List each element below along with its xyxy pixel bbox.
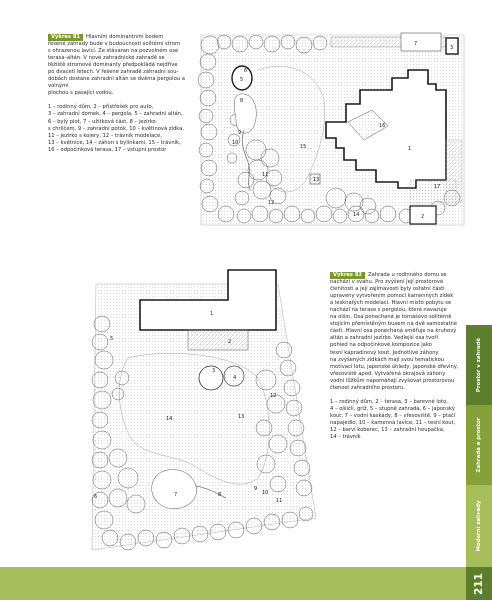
entrance-area: [410, 180, 456, 204]
paragraph-line: stojícím přemístěným buxem na dvě samostatné: [330, 321, 458, 328]
plan2-label: 6: [94, 494, 98, 500]
section-1-legend: [48, 104, 188, 153]
paragraph-line: těžiště stromové dominanty předpokládá nejdříve: [48, 62, 178, 69]
terrace: [188, 330, 248, 350]
paragraph-line: na olšin. Osa ponechaná je tomášovo solitérně: [330, 314, 452, 321]
plan2-label: 14: [166, 416, 173, 422]
plan2-label: 9: [254, 486, 258, 492]
paragraph-line: členitosti a její zajímavosti byly ostatní části: [330, 286, 445, 293]
garden-house: [401, 33, 441, 51]
figure-tag-81: Výkres 81: [48, 34, 83, 41]
plan1-label: 15: [300, 144, 307, 150]
paragraph-line: Hlavním dominantním bodem: [86, 34, 164, 40]
garden-plan-82: [88, 268, 320, 560]
plan2-label: 5: [110, 336, 114, 342]
paragraph-line: altán a zahradní jezírko. Vedlejší osa tvoří: [330, 335, 438, 342]
paragraph-line: po dvaceti letech. V řešené zahradě zahradní sou-: [48, 69, 179, 76]
plan1-label: 2: [421, 214, 425, 220]
plan1-label: 14: [353, 212, 360, 218]
paragraph-line: pohled na odpočinkové kompozice jako: [330, 342, 432, 349]
paragraph-line: plochou s pasající vodou.: [48, 90, 114, 97]
page-number: 211: [473, 572, 485, 595]
section-2-text: [330, 272, 466, 441]
legend-line: 16 – odpočinková terasa, 17 – vstupní prostor: [48, 146, 167, 153]
plan1-label: 3: [450, 45, 454, 51]
legend-line: 11 – jezírko s koiery, 12 – trávník modelace,: [48, 132, 162, 139]
plan1-label: 17: [434, 184, 441, 190]
plan1-label: 10: [232, 140, 239, 146]
plan1-label: 7: [414, 41, 418, 47]
chapter-tab-label: Zahrada a prostor: [476, 417, 482, 473]
legend-line: 13 – květnice, 14 – záhon s bylinkami, 15 – trávník,: [48, 139, 181, 146]
section-1-paragraph: [48, 34, 188, 97]
chapter-tab-modern[interactable]: [466, 485, 492, 567]
legend-line: 1 – rodinný dům, 2 – přístřešek pro auto,: [48, 104, 154, 111]
plan2-label: 11: [276, 498, 283, 504]
legend-line: 6 – bylý plot, 7 – užitková část, 8 – jezírko: [48, 118, 156, 125]
plan1-label: 8: [240, 98, 244, 104]
paragraph-line: nachází v svahu. Pro zvýšení její prostorové: [330, 279, 444, 286]
pond: [234, 94, 256, 133]
round-pavilion: [199, 366, 223, 390]
plan2-label: 12: [270, 393, 277, 399]
plan1-label: 5: [240, 77, 244, 83]
legend-line: 3 – zahradní domek, 4 – pergola, 5 – zahradní altán,: [48, 111, 183, 118]
paragraph-line: a lesknatých modelací. Hlavní místo pobytu se: [330, 300, 452, 307]
paragraph-line: nachází na terase s pergolou, které navazuje: [330, 307, 447, 314]
legend-line: 1 – rodinný dům, 2 – terasa, 3 – barevné loto,: [330, 398, 448, 405]
house-outline: [140, 270, 276, 330]
paragraph-line: čtenost zahradního prostoru.: [330, 384, 406, 391]
plan2-label: 2: [228, 339, 232, 345]
chapter-tab-label: Moderní zahrady: [476, 500, 482, 552]
figure-tag-82: Výkres 82: [330, 272, 365, 279]
plan2-label: 13: [238, 414, 245, 420]
section-1-text: [48, 34, 188, 154]
chapter-tab-space[interactable]: [466, 325, 492, 405]
paragraph-line: motivaci lotu, japonské úhledy, japonské dřeviny,: [330, 363, 459, 370]
legend-line: s chrličem, 9 – zahradní potok, 10 – květinová zídka,: [48, 125, 185, 132]
section-2-paragraph: [330, 272, 466, 392]
legend-line: 14 – trávník: [330, 434, 361, 441]
plan2-label: 7: [174, 492, 178, 498]
paragraph-line: na zvýšených zídkách mají svou tematickou: [330, 356, 445, 363]
plan2-label: 10: [262, 490, 269, 496]
paragraph-line: vřesoviště apod. Vytvářená okrajová záhony: [330, 370, 446, 377]
chapter-rail: [466, 325, 492, 567]
plan2-label: 1: [210, 311, 214, 317]
paragraph-line: řešené zahrady bude v budoucnosti solitérní strom: [48, 41, 181, 48]
plan1-label: 6: [244, 68, 248, 74]
chapter-tab-label: Prostor v zahradě: [476, 337, 482, 393]
legend-line: 4 – olšičlí, griž, 5 – stupně zahrada, 6 – japonský: [330, 405, 455, 412]
paragraph-line: terasa–altán. V nové zahradnické zahradě se: [48, 55, 165, 62]
garden-plan-81: [196, 30, 470, 230]
plan1-label: 1: [408, 146, 412, 152]
legend-line: 12 – barví koberec, 13 – zahradní houpačka,: [330, 426, 445, 433]
plan1-label: 13: [313, 177, 320, 183]
paragraph-line: s ohrazenou lavicí. Ze stávaran na pozvolném ose: [48, 48, 179, 55]
paragraph-line: Zahrada u rodinného domu se: [368, 272, 447, 278]
plan1-label: 11: [262, 172, 269, 178]
footer-band: [0, 567, 492, 600]
paragraph-line: dobách dostane zahradní altán se dvěma pergolou a volnými: [48, 76, 185, 90]
plan2-label: 3: [212, 368, 216, 374]
paragraph-line: tesni kapradinový kout. Jednotlivé záhony: [330, 349, 439, 356]
paragraph-line: vodní lůžkům napomáhají zvyšovat prostorovou: [330, 377, 455, 384]
legend-line: kout, 7 – vodní kaskády, 8 – vřesoviště, 9 – ptačí: [330, 412, 456, 419]
chapter-tab-garden-space[interactable]: [466, 405, 492, 485]
paragraph-line: upraveny vytvořením pomocí kamenných zídek: [330, 293, 454, 300]
page-number-tab: [466, 567, 492, 600]
legend-line: napajedlo, 10 – kamenná lavice, 11 – tesní kout,: [330, 419, 456, 426]
plan1-label: 12: [268, 200, 275, 206]
paragraph-line: části. Hlavní osa ponechaná směřuje na kruhový: [330, 328, 457, 335]
plan1-label: 16: [379, 123, 386, 129]
plan1-label: 9: [238, 130, 242, 136]
section-2-legend: [330, 399, 466, 441]
plan2-label: 8: [218, 492, 222, 498]
plan2-label: 4: [233, 375, 237, 381]
